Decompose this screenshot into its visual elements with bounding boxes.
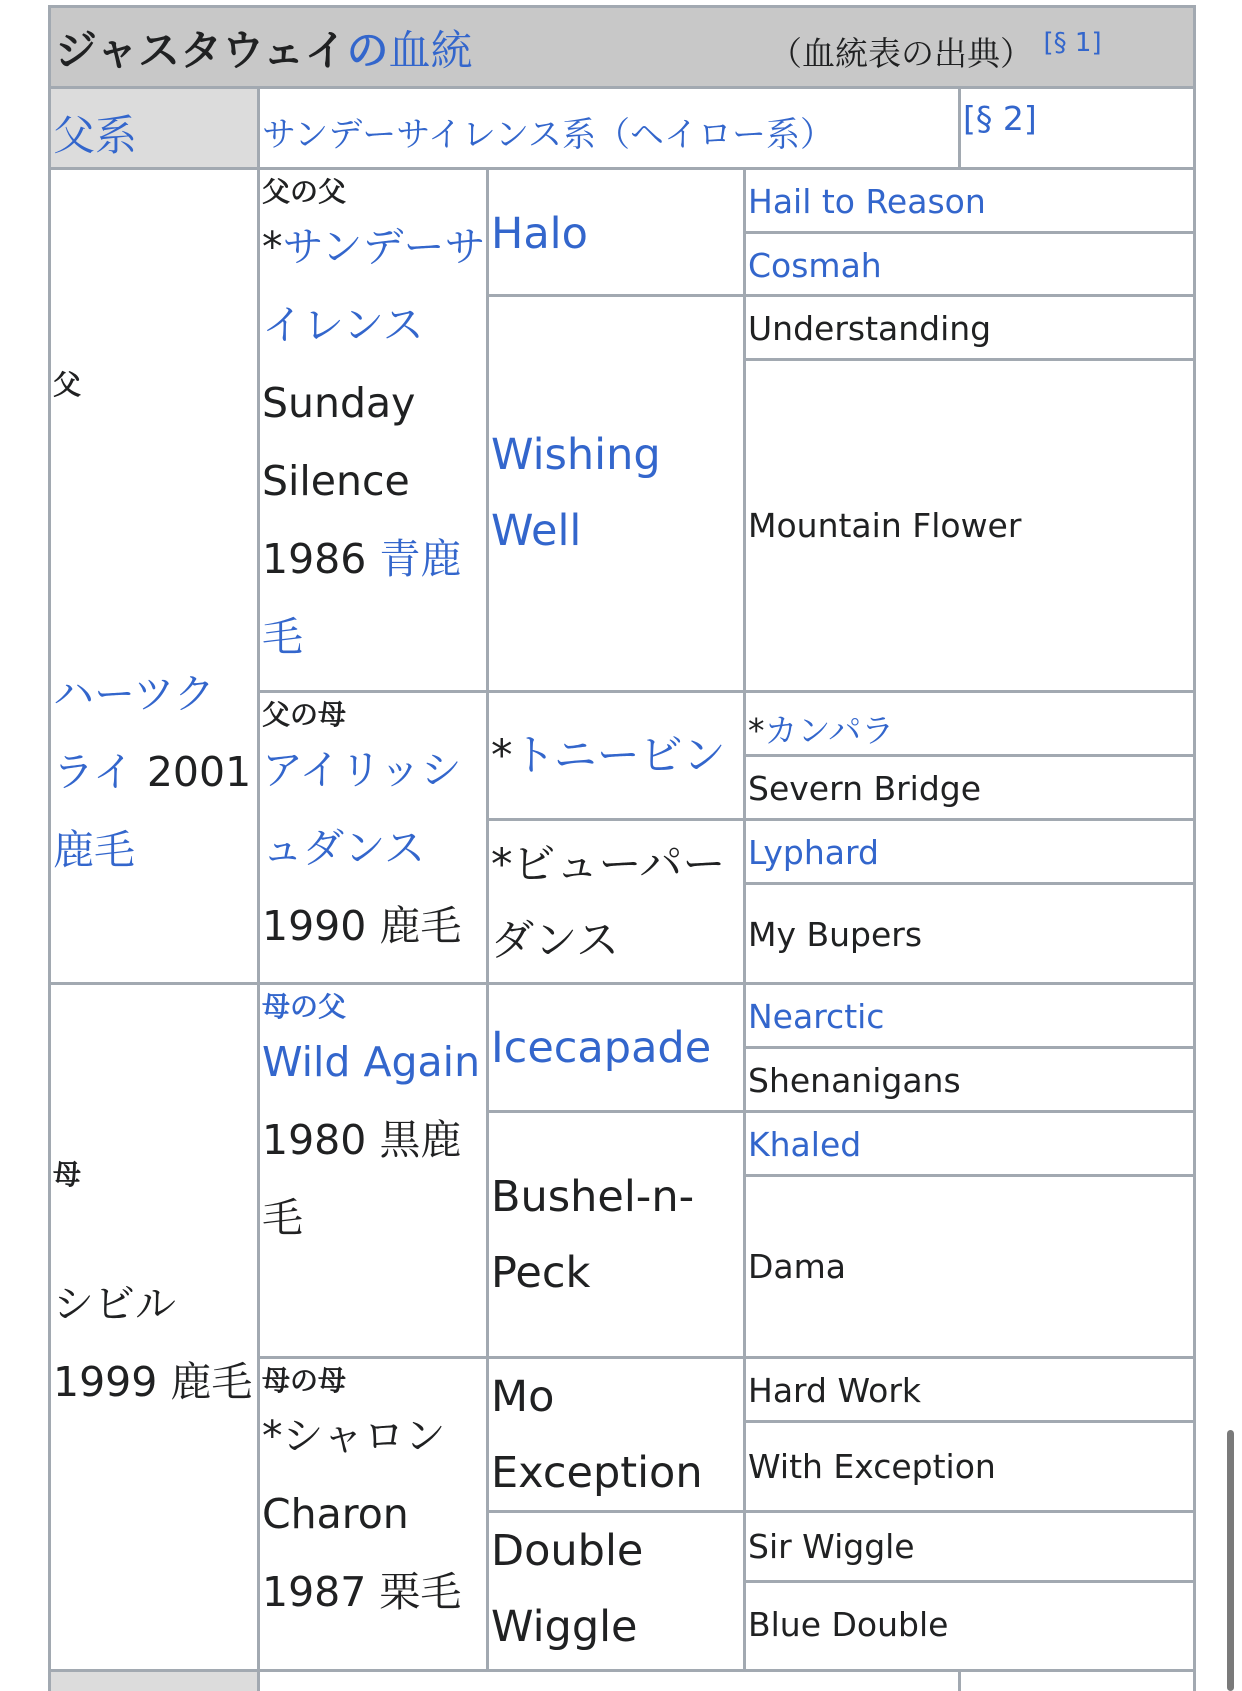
paternal-granddam-cell [257, 690, 489, 985]
paternal-grandsire-info [262, 208, 488, 676]
gen4-my-bupers: My Bupers [748, 915, 923, 954]
paternal-granddam-name-link[interactable]: アイリッシュダンス [262, 746, 462, 872]
maternal-grandsire-role[interactable]: 母の父 [262, 990, 347, 1023]
gen3-bushel-n-peck: Bushel-n-Peck [491, 1172, 695, 1298]
gen4-cell-9 [743, 982, 1196, 1049]
gen4-kampala-link[interactable]: カンパラ [764, 711, 895, 750]
source-label: （血統表の出典） [769, 34, 1033, 73]
pedigree-source [769, 28, 1102, 75]
paternal-grandsire-role: 父の父 [262, 175, 347, 208]
gen3-double-wiggle: Double Wiggle [491, 1526, 644, 1652]
gen4-shenanigans: Shenanigans [748, 1061, 961, 1100]
maternal-granddam-color: 栗毛 [379, 1568, 462, 1616]
maternal-grandsire-info [262, 1023, 488, 1257]
paternal-granddam-color: 鹿毛 [379, 902, 462, 950]
sire-line-ref [958, 86, 1196, 170]
gen4-cell-16 [743, 1580, 1196, 1672]
sire-color-link[interactable]: 鹿毛 [53, 826, 135, 874]
gen3-wishing-well-link[interactable]: Wishing Well [491, 430, 661, 556]
gen4-hail-to-reason-link[interactable]: Hail to Reason [748, 182, 986, 221]
gen4-cell-13 [743, 1356, 1196, 1423]
gen4-cell-6 [743, 754, 1196, 821]
gen4-cell-11 [743, 1110, 1196, 1177]
gen4-severn-bridge: Severn Bridge [748, 769, 982, 808]
paternal-granddam-info [262, 731, 488, 965]
paternal-grandsire-mark: * [262, 223, 283, 271]
gen4-cell-1 [743, 167, 1196, 234]
no-particle: の [346, 26, 389, 75]
paternal-granddam-year: 1990 [262, 902, 367, 950]
gen3-icecapade-link[interactable]: Icecapade [491, 1023, 712, 1073]
gen3-halo-cell [486, 167, 746, 297]
dam-color: 鹿毛 [170, 1358, 253, 1406]
pedigree-title [55, 18, 473, 78]
maternal-grandsire-name-link[interactable]: Wild Again [262, 1038, 481, 1086]
sire-name-link[interactable]: ハーツクライ [53, 670, 215, 796]
gen3-icecapade-cell [486, 982, 746, 1113]
scrollbar[interactable] [1227, 1430, 1234, 1691]
dam-cell [48, 982, 260, 1672]
gen3-wishing-well-cell [486, 294, 746, 693]
maternal-granddam-name: *シャロン [262, 1412, 446, 1460]
gen4-cell-15 [743, 1510, 1196, 1583]
gen3-halo-link[interactable]: Halo [491, 209, 588, 259]
gen4-nearctic-link[interactable]: Nearctic [748, 997, 885, 1036]
gen3-mo-exception: Mo Exception [491, 1372, 703, 1498]
gen4-cell-10 [743, 1046, 1196, 1113]
sire-year: 2001 [146, 748, 252, 796]
gen3-tony-bin-mark: * [491, 731, 513, 781]
gen4-cell-7 [743, 818, 1196, 885]
sire-line-label-link[interactable]: 父系 [53, 111, 138, 160]
gen4-cell-2 [743, 231, 1196, 297]
sire-line-value [257, 86, 961, 170]
gen4-with-exception: With Exception [748, 1447, 996, 1486]
paternal-granddam-role: 父の母 [262, 698, 347, 731]
gen4-cosmah-link[interactable]: Cosmah [748, 246, 882, 285]
gen4-sir-wiggle: Sir Wiggle [748, 1527, 915, 1566]
sire-line-link[interactable]: サンデーサイレンス系（ヘイロー系） [262, 115, 835, 155]
horse-name: ジャスタウェイ [55, 26, 347, 75]
maternal-grandsire-year: 1980 [262, 1116, 367, 1164]
dam-name: シビル [53, 1280, 176, 1328]
gen4-dama: Dama [748, 1247, 847, 1286]
maternal-granddam-role: 母の母 [262, 1364, 347, 1397]
gen4-kampala-mark: * [748, 711, 765, 750]
gen4-mountain-flower: Mountain Flower [748, 506, 1022, 545]
gen4-lyphard-link[interactable]: Lyphard [748, 833, 879, 872]
dam-year: 1999 [53, 1358, 158, 1406]
maternal-grandsire-cell [257, 982, 489, 1359]
gen4-cell-8 [743, 882, 1196, 985]
gen3-viewpoint-dance: *ビューパーダンス [491, 840, 726, 966]
sire-role-label: 父 [53, 368, 82, 401]
gen4-cell-12 [743, 1174, 1196, 1359]
paternal-grandsire-name-en: Sunday Silence [262, 379, 416, 505]
gen3-tony-bin [489, 718, 726, 794]
gen4-blue-double: Blue Double [748, 1605, 949, 1644]
source-ref-link[interactable]: [§ 1] [1043, 28, 1102, 58]
gen4-understanding: Understanding [748, 309, 992, 348]
gen3-tony-bin-link[interactable]: トニービン [512, 731, 726, 781]
maternal-granddam-name-en: Charon [262, 1490, 409, 1538]
gen3-bushel-n-peck-cell [486, 1110, 746, 1359]
next-row-ref [958, 1669, 1196, 1691]
dam-role-label: 母 [53, 1158, 82, 1191]
pedigree-link[interactable]: 血統 [388, 26, 473, 75]
gen4-cell-5 [743, 690, 1196, 757]
next-row-label [48, 1669, 260, 1691]
maternal-granddam-year: 1987 [262, 1568, 367, 1616]
dam-info [53, 1265, 253, 1421]
gen3-mo-exception-cell [486, 1356, 746, 1513]
paternal-grandsire-name-link[interactable]: サンデーサイレンス [262, 223, 486, 349]
pedigree-header [48, 5, 1196, 89]
gen4-kampala [746, 705, 894, 752]
paternal-grandsire-year: 1986 [262, 535, 367, 583]
sire-line-ref-link[interactable]: [§ 2] [963, 99, 1037, 138]
gen3-double-wiggle-cell [486, 1510, 746, 1672]
gen4-cell-3 [743, 294, 1196, 361]
gen4-hard-work: Hard Work [748, 1371, 922, 1410]
maternal-granddam-cell [257, 1356, 489, 1672]
maternal-grandsire-color: 黒鹿毛 [262, 1116, 462, 1242]
sire-info [53, 655, 253, 889]
gen3-viewpoint-dance-cell [486, 818, 746, 985]
paternal-grandsire-cell [257, 167, 489, 693]
paternal-grandsire-color-link[interactable]: 青鹿毛 [262, 535, 462, 661]
gen3-tony-bin-cell [486, 690, 746, 821]
gen4-cell-14 [743, 1420, 1196, 1513]
sire-cell [48, 167, 260, 985]
next-row-value [257, 1669, 961, 1691]
gen4-khaled-link[interactable]: Khaled [748, 1125, 862, 1164]
sire-line-label [48, 86, 260, 170]
gen4-cell-4 [743, 358, 1196, 693]
maternal-granddam-info [262, 1397, 488, 1631]
